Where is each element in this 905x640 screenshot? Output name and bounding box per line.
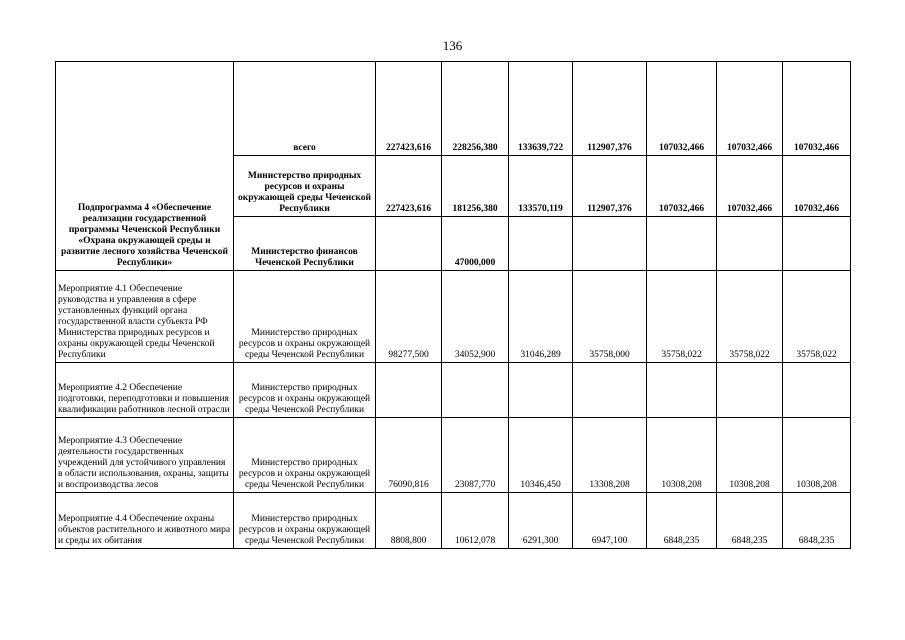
value-cell: 227423,616	[376, 156, 442, 217]
executor-cell: Министерство финансов Чеченской Республики	[234, 217, 376, 271]
value-cell	[717, 217, 783, 271]
value-cell: 35758,000	[573, 271, 647, 363]
event-name-cell: Мероприятие 4.1 Обеспечение руководства и управления в сфере установленных функций органа государственной власти субъекта РФ Министерства природных ресурсов и охраны окружающей среды Чеченской Республики	[56, 271, 234, 363]
event-name-cell: Мероприятие 4.2 Обеспечение подготовки, переподготовки и повышения квалификации работников лесной отрасли	[56, 363, 234, 418]
value-cell: 133570,119	[509, 156, 573, 217]
executor-cell: Министерство природных ресурсов и охраны окружающей среды Чеченской Республики	[234, 363, 376, 418]
value-cell: 10308,208	[717, 418, 783, 493]
value-cell	[573, 217, 647, 271]
table-row	[56, 62, 851, 156]
value-cell: 107032,466	[783, 62, 851, 156]
value-cell	[442, 363, 509, 418]
budget-table	[55, 61, 851, 549]
value-cell: 228256,380	[442, 62, 509, 156]
executor-cell: Министерство природных ресурсов и охраны окружающей среды Чеченской Республики	[234, 156, 376, 217]
value-cell	[376, 217, 442, 271]
table-row	[56, 418, 851, 493]
value-cell: 35758,022	[717, 271, 783, 363]
value-cell: 47000,000	[442, 217, 509, 271]
page-number: 136	[442, 38, 463, 53]
value-cell: 10308,208	[647, 418, 717, 493]
value-cell: 98277,500	[376, 271, 442, 363]
value-cell: 107032,466	[647, 62, 717, 156]
value-cell: 6947,100	[573, 493, 647, 549]
value-cell: 181256,380	[442, 156, 509, 217]
value-cell: 107032,466	[647, 156, 717, 217]
value-cell: 76090,816	[376, 418, 442, 493]
subprogram-name-cell: Подпрограмма 4 «Обеспечение реализации государственной программы Чеченской Республики «Охрана окружающей среды и развитие лесного хозяйства Чеченской Республики»	[56, 62, 234, 271]
event-name-cell: Мероприятие 4.4 Обеспечение охраны объектов растительного и животного мира и среды их обитания	[56, 493, 234, 549]
value-cell: 13308,208	[573, 418, 647, 493]
value-cell: 6848,235	[717, 493, 783, 549]
value-cell: 107032,466	[717, 62, 783, 156]
value-cell	[573, 363, 647, 418]
value-cell: 23087,770	[442, 418, 509, 493]
executor-cell: Министерство природных ресурсов и охраны окружающей среды Чеченской Республики	[234, 493, 376, 549]
table-row	[56, 363, 851, 418]
value-cell: 35758,022	[647, 271, 717, 363]
value-cell: 112907,376	[573, 156, 647, 217]
value-cell: 6291,300	[509, 493, 573, 549]
value-cell	[647, 217, 717, 271]
value-cell: 10612,078	[442, 493, 509, 549]
value-cell: 133639,722	[509, 62, 573, 156]
event-name-cell: Мероприятие 4.3 Обеспечение деятельности государственных учреждений для устойчивого управления в области использования, охраны, защиты и воспроизводства лесов	[56, 418, 234, 493]
value-cell: 227423,616	[376, 62, 442, 156]
value-cell: 8808,800	[376, 493, 442, 549]
value-cell: 6848,235	[647, 493, 717, 549]
table-row	[56, 271, 851, 363]
value-cell: 31046,289	[509, 271, 573, 363]
value-cell: 107032,466	[717, 156, 783, 217]
value-cell	[509, 363, 573, 418]
value-cell	[376, 363, 442, 418]
value-cell: 10308,208	[783, 418, 851, 493]
value-cell	[783, 363, 851, 418]
value-cell: 35758,022	[783, 271, 851, 363]
value-cell: 107032,466	[783, 156, 851, 217]
value-cell	[717, 363, 783, 418]
executor-cell: Министерство природных ресурсов и охраны окружающей среды Чеченской Республики	[234, 271, 376, 363]
value-cell	[509, 217, 573, 271]
value-cell	[783, 217, 851, 271]
value-cell	[647, 363, 717, 418]
executor-cell: всего	[234, 62, 376, 156]
value-cell: 6848,235	[783, 493, 851, 549]
table-row	[56, 493, 851, 549]
value-cell: 112907,376	[573, 62, 647, 156]
value-cell: 34052,900	[442, 271, 509, 363]
executor-cell: Министерство природных ресурсов и охраны окружающей среды Чеченской Республики	[234, 418, 376, 493]
value-cell: 10346,450	[509, 418, 573, 493]
